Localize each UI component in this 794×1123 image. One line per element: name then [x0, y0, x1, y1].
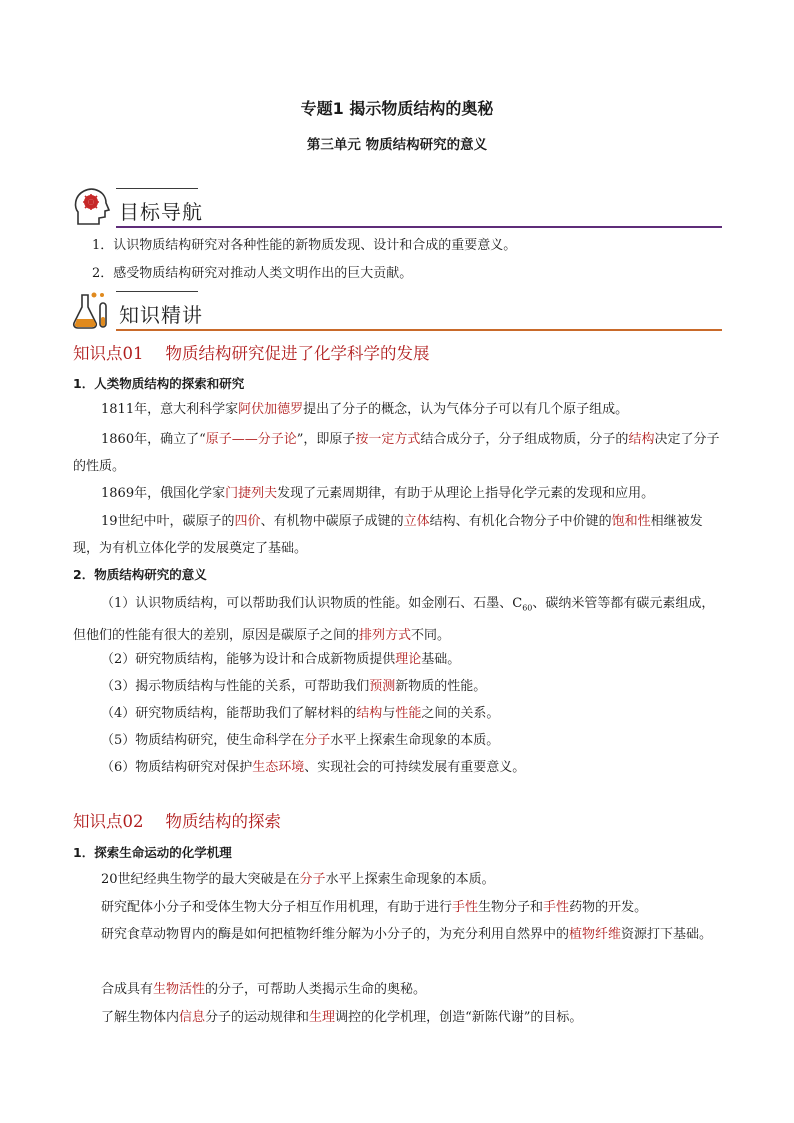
kp1-item-3: （3）揭示物质结构与性能的关系，可帮助我们预测新物质的性能。	[101, 679, 487, 694]
kp1-heading	[73, 340, 430, 364]
kp1-number: 知识点01	[73, 344, 144, 363]
kp1-item-6: （6）物质结构研究对保护生态环境、实现社会的可持续发展有重要意义。	[101, 760, 526, 775]
goal-item-2: 2．感受物质结构研究对推动人类文明作出的巨大贡献。	[92, 266, 413, 281]
kp1-item-1: （1）认识物质结构，可以帮助我们认识物质的性能。如金刚石、石墨、$C_{60}$、碳纳米管等都有碳元素组成，但他们的性能有很大的差别，原因是碳原子之间的排列方式不同。	[73, 596, 715, 643]
page-subtitle: 第三单元 物质结构研究的意义	[306, 137, 488, 153]
knowledge-label: 知识精讲	[119, 303, 203, 327]
kp1-paragraph-1: 1811年，意大利科学家阿伏加德罗提出了分子的概念，认为气体分子可以有几个原子组成。	[101, 402, 629, 417]
kp2-title: 物质结构的探索	[165, 812, 281, 831]
goals-label: 目标导航	[119, 200, 203, 224]
knowledge-section-header	[72, 289, 722, 331]
kp2-paragraph-4: 合成具有生物活性的分子，可帮助人类揭示生命的奥秘。	[101, 982, 427, 997]
kp1-paragraph-4: 19世纪中叶，碳原子的四价、有机物中碳原子成键的立体结构、有机化合物分子中价键的饱和性相继被发现，为有机立体化学的发展奠定了基础。	[73, 514, 703, 556]
brain-head-icon	[72, 186, 112, 228]
kp2-paragraph-1: 20世纪经典生物学的最大突破是在分子水平上探索生命现象的本质。	[101, 872, 495, 887]
goal-item-1: 1．认识物质结构研究对各种性能的新物质发现、设计和合成的重要意义。	[92, 238, 517, 253]
knowledge-top-line	[116, 291, 198, 292]
goals-top-line	[116, 188, 198, 189]
kp1-paragraph-3: 1869年，俄国化学家门捷列夫发现了元素周期律，有助于从理论上指导化学元素的发现和应用。	[101, 486, 655, 501]
kp1-subheading-2: 2．物质结构研究的意义	[73, 567, 207, 582]
kp1-title: 物质结构研究促进了化学科学的发展	[165, 344, 430, 363]
knowledge-underline	[116, 329, 722, 331]
kp1-subheading-1: 1．人类物质结构的探索和研究	[73, 376, 245, 391]
kp1-item-4: （4）研究物质结构，能帮助我们了解材料的结构与性能之间的关系。	[101, 706, 500, 721]
kp1-item-5: （5）物质结构研究，使生命科学在分子水平上探索生命现象的本质。	[101, 733, 500, 748]
kp2-number: 知识点02	[73, 812, 144, 831]
kp2-paragraph-2: 研究配体小分子和受体生物大分子相互作用机理，有助于进行手性生物分子和手性药物的开发。	[101, 900, 648, 915]
page-title: 专题1 揭示物质结构的奥秘	[300, 99, 494, 118]
flask-icon	[72, 289, 112, 331]
kp2-paragraph-5: 了解生物体内信息分子的运动规律和生理调控的化学机理，创造“新陈代谢”的目标。	[101, 1010, 583, 1025]
goals-underline	[116, 226, 722, 228]
goals-section-header	[72, 186, 722, 228]
kp1-item-2: （2）研究物质结构，能够为设计和合成新物质提供理论基础。	[101, 652, 461, 667]
kp2-heading	[73, 808, 281, 832]
kp2-paragraph-3: 研究食草动物胃内的酶是如何把植物纤维分解为小分子的，为充分利用自然界中的植物纤维资源打下基础。	[101, 927, 713, 942]
kp2-subheading-1: 1．探索生命运动的化学机理	[73, 845, 232, 860]
kp1-paragraph-2: 1860年，确立了“原子——分子论”，即原子按一定方式结合成分子，分子组成物质，分子的结构决定了分子的性质。	[73, 432, 720, 474]
